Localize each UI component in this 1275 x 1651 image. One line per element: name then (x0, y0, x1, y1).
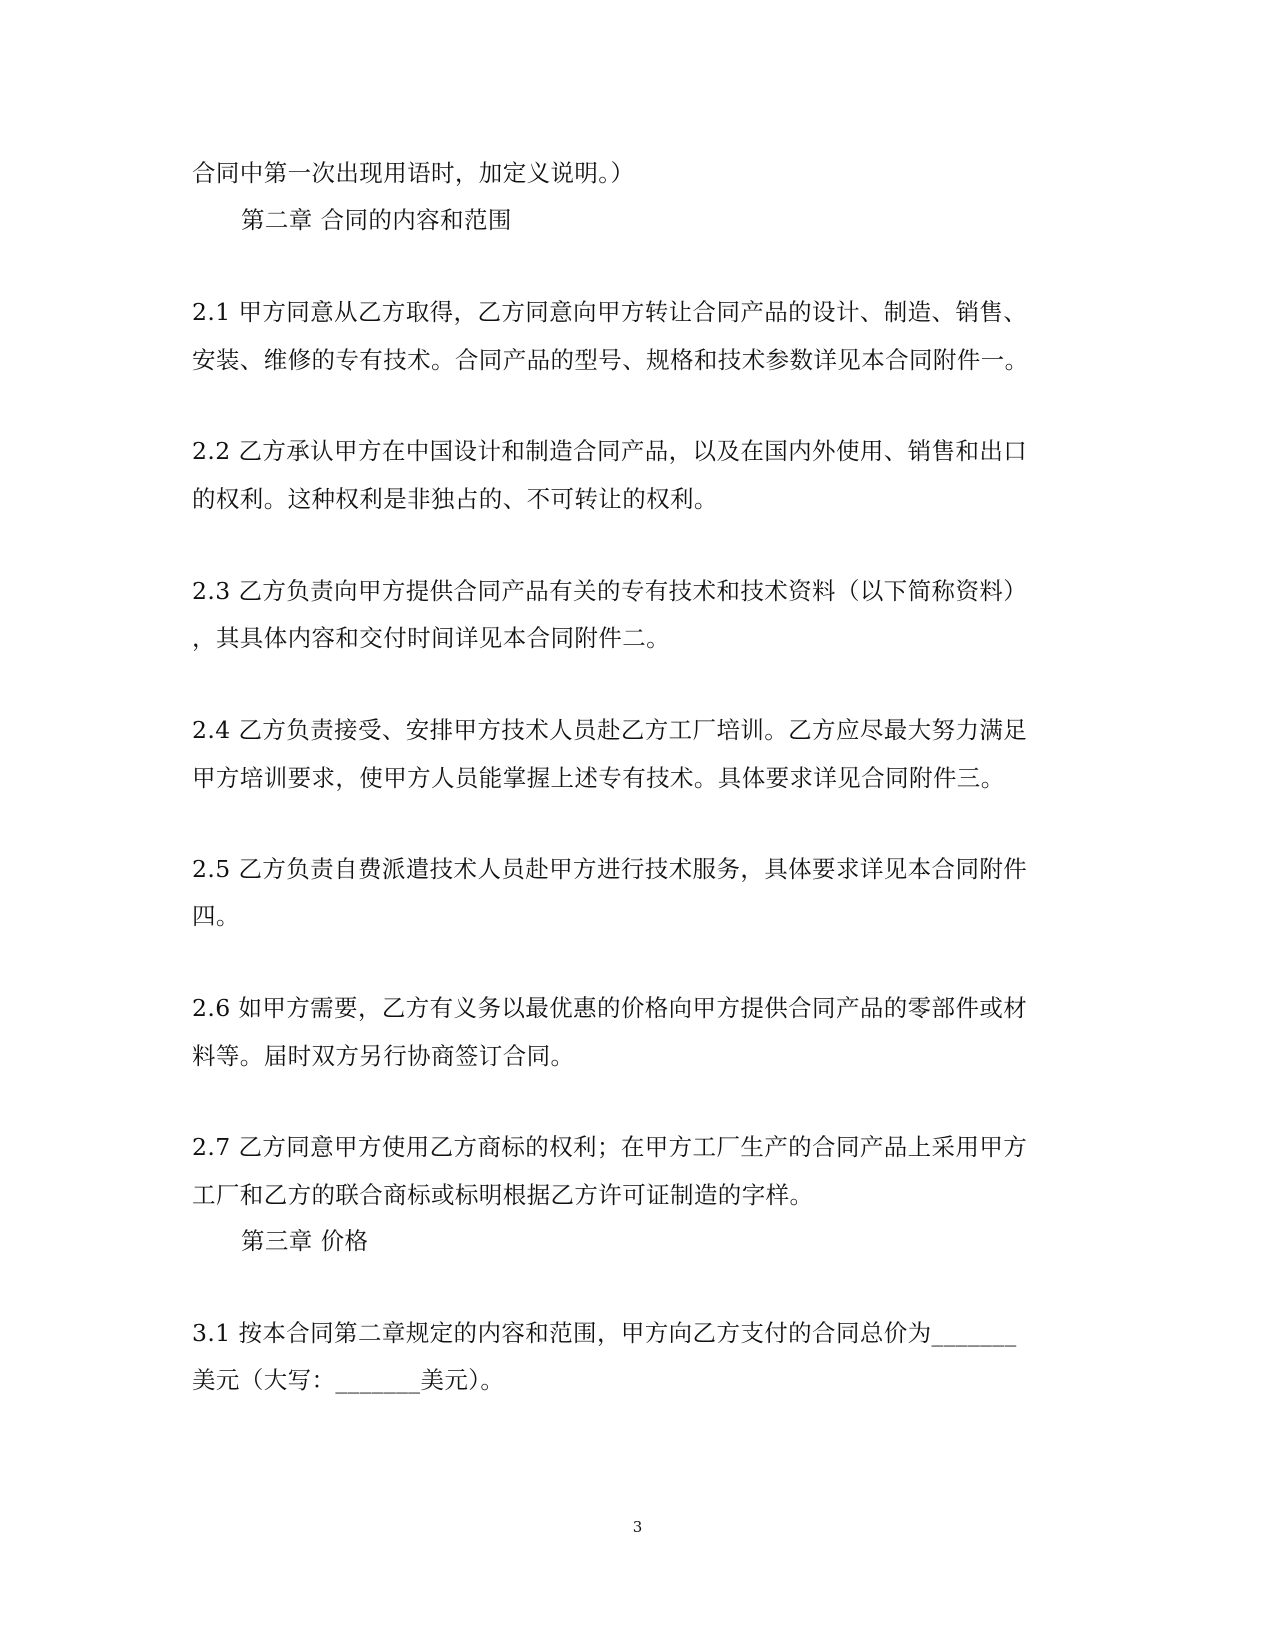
clause-2-6-line-2: 料等。届时双方另行协商签订合同。 (192, 1042, 575, 1070)
clause-2-6-line-1: 2.6 如甲方需要，乙方有义务以最优惠的价格向甲方提供合同产品的零部件或材 (192, 994, 1028, 1022)
clause-2-1-line-1: 2.1 甲方同意从乙方取得，乙方同意向甲方转让合同产品的设计、制造、销售、 (192, 298, 1028, 326)
clause-2-4-line-2: 甲方培训要求，使甲方人员能掌握上述专有技术。具体要求详见合同附件三。 (192, 764, 1005, 792)
chapter-heading: 第三章 价格 (241, 1227, 369, 1255)
clause-3-1-line-2: 美元（大写：_______美元）。 (192, 1366, 505, 1394)
clause-3-1-line-1: 3.1 按本合同第二章规定的内容和范围，甲方向乙方支付的合同总价为_______ (192, 1319, 1017, 1347)
chapter-heading: 第二章 合同的内容和范围 (241, 206, 512, 234)
clause-2-3-line-2: ，其具体内容和交付时间详见本合同附件二。 (192, 624, 670, 652)
clause-2-1-line-2: 安装、维修的专有技术。合同产品的型号、规格和技术参数详见本合同附件一。 (192, 346, 1029, 374)
clause-2-3-line-1: 2.3 乙方负责向甲方提供合同产品有关的专有技术和技术资料（以下简称资料） (192, 577, 1028, 605)
page-number: 3 (632, 1518, 643, 1536)
clause-2-4-line-1: 2.4 乙方负责接受、安排甲方技术人员赴乙方工厂培训。乙方应尽最大努力满足 (192, 716, 1028, 744)
clause-2-7-line-2: 工厂和乙方的联合商标或标明根据乙方许可证制造的字样。 (192, 1181, 814, 1209)
clause-2-7-line-1: 2.7 乙方同意甲方使用乙方商标的权利；在甲方工厂生产的合同产品上采用甲方 (192, 1133, 1028, 1161)
clause-2-2-line-2: 的权利。这种权利是非独占的、不可转让的权利。 (192, 485, 718, 513)
text-line: 合同中第一次出现用语时，加定义说明。） (192, 159, 635, 187)
clause-2-5-line-2: 四。 (192, 902, 240, 930)
clause-2-2-line-1: 2.2 乙方承认甲方在中国设计和制造合同产品，以及在国内外使用、销售和出口 (192, 437, 1028, 465)
clause-2-5-line-1: 2.5 乙方负责自费派遣技术人员赴甲方进行技术服务，具体要求详见本合同附件 (192, 855, 1028, 883)
